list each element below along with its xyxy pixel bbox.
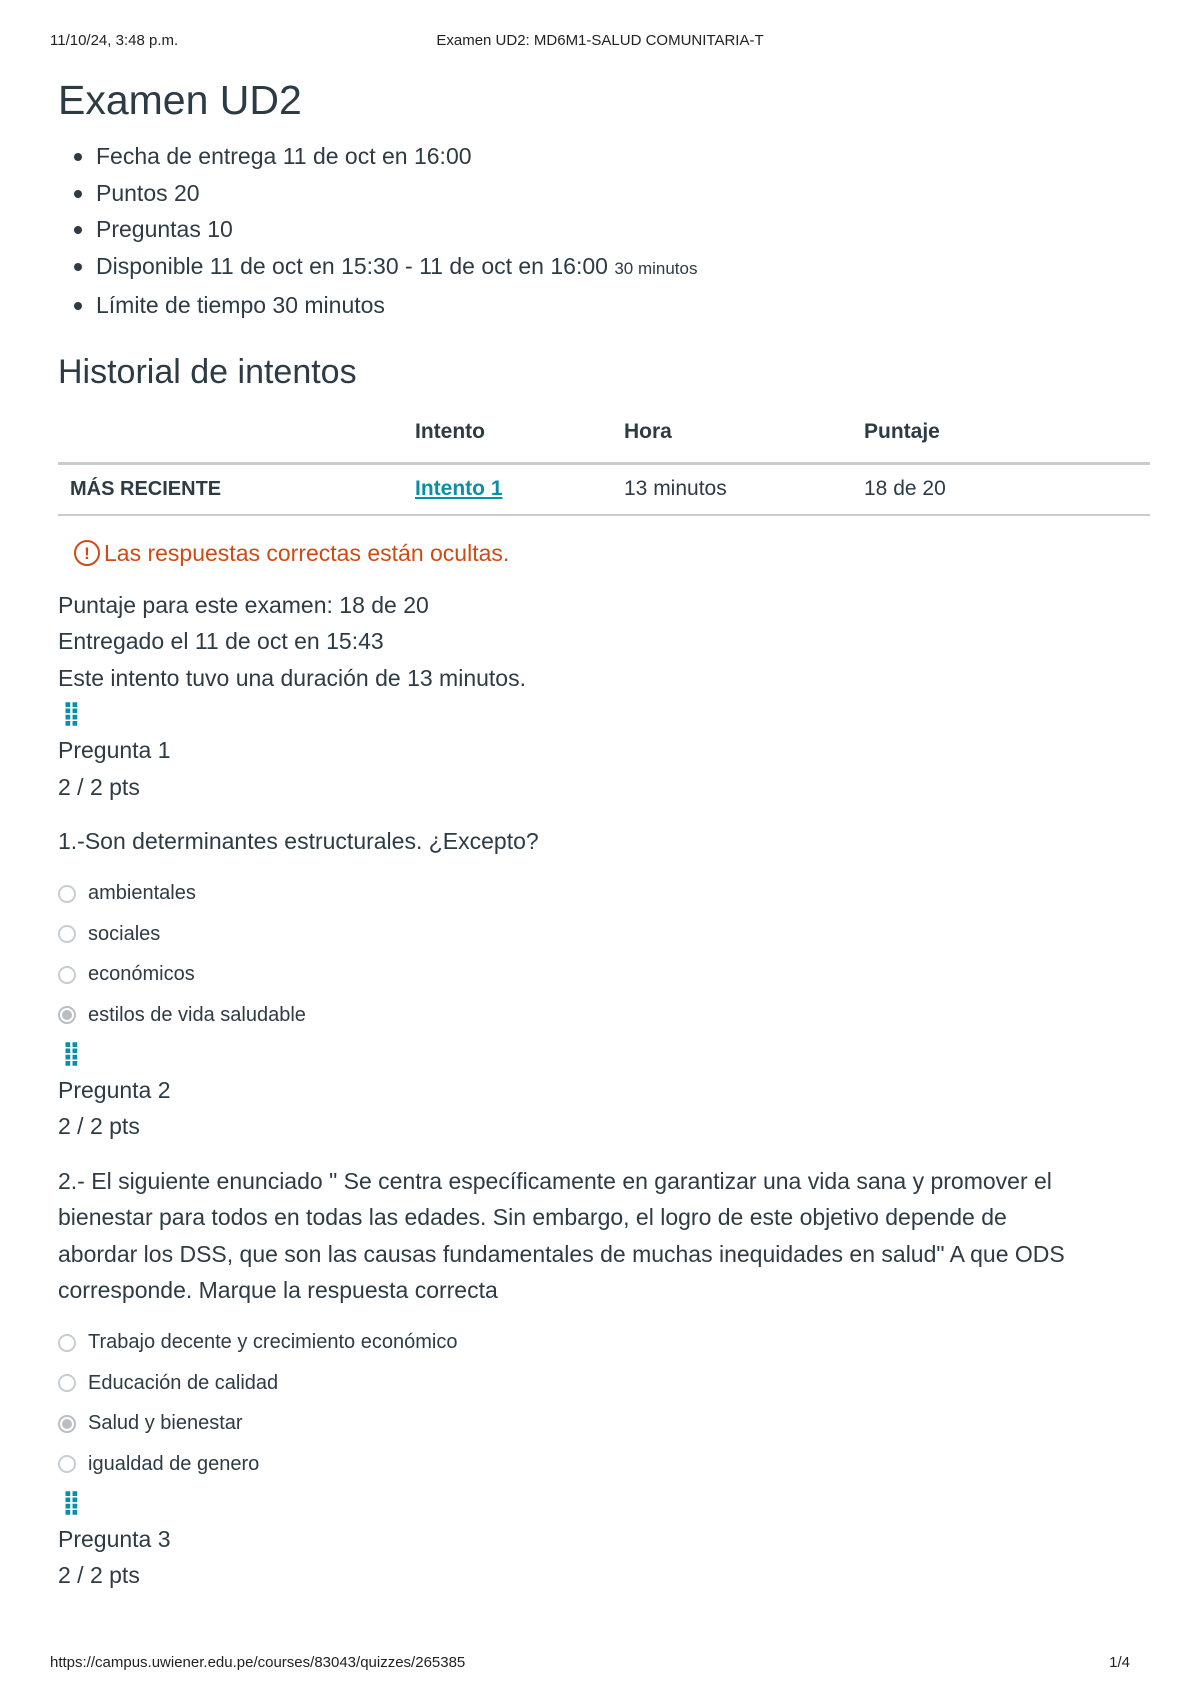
- detail-points: Puntos 20: [96, 175, 1150, 212]
- question-3: [58, 1485, 1150, 1594]
- question-title: Pregunta 3: [58, 1525, 171, 1552]
- column-header-empty: [58, 420, 415, 464]
- drag-handle-icon: ⣿: [62, 700, 79, 727]
- score-summary: Puntaje para este examen: 18 de 20: [58, 591, 429, 618]
- answer-list: [58, 874, 1150, 1036]
- radio-button[interactable]: [58, 1374, 76, 1392]
- table-row: [58, 463, 1150, 515]
- answer-option: igualdad de genero: [58, 1444, 1150, 1485]
- time-cell: 13 minutos: [624, 463, 864, 515]
- question-points: 2 / 2 pts: [58, 1562, 140, 1588]
- submitted-summary: Entregado el 11 de oct en 15:43: [58, 628, 384, 654]
- table-header-row: [58, 420, 1150, 464]
- answer-option: Trabajo decente y crecimiento económico: [58, 1323, 1150, 1364]
- question-title: Pregunta 1: [58, 737, 171, 763]
- drag-handle-icon: ⣿: [62, 1488, 79, 1516]
- radio-button-selected[interactable]: [58, 1006, 76, 1024]
- attempt-summary: [58, 587, 1150, 697]
- attempt-history-table: [58, 420, 1150, 516]
- question-points: 2 / 2 pts: [58, 773, 140, 800]
- row-label: MÁS RECIENTE: [58, 463, 415, 515]
- page-number: 1/4: [1109, 1654, 1130, 1671]
- answer-option: ambientales: [58, 874, 1150, 915]
- question-title: Pregunta 2: [58, 1076, 171, 1103]
- answer-list: [58, 1323, 1150, 1485]
- radio-button[interactable]: [58, 925, 76, 943]
- radio-button[interactable]: [58, 1334, 76, 1352]
- answer-option: sociales: [58, 914, 1150, 955]
- radio-button-selected[interactable]: [58, 1415, 76, 1433]
- radio-button[interactable]: [58, 885, 76, 903]
- quiz-details: [58, 138, 1150, 324]
- history-heading: Historial de intentos: [58, 352, 357, 391]
- print-header: [50, 32, 1150, 52]
- answer-option-selected: estilos de vida saludable: [58, 995, 1150, 1036]
- detail-time-limit: Límite de tiempo 30 minutos: [96, 287, 1150, 324]
- question-text: 2.- El siguiente enunciado " Se centra específicamente en garantizar una vida sana y promover el bienestar para todos en todas las edades. Sin embargo, el logro de este objetivo depende de abordar los DSS, que son las causas fundamentales de muchas inequidades en salud" A que ODS corresponde. Marque la respuesta correcta: [58, 1167, 1065, 1303]
- print-footer: [50, 1654, 1150, 1674]
- detail-due-date: Fecha de entrega 11 de oct en 16:00: [96, 138, 1150, 175]
- print-doc-title: Examen UD2: MD6M1-SALUD COMUNITARIA-T: [436, 32, 764, 49]
- quiz-content: [58, 70, 1150, 1594]
- answer-option: Educación de calidad: [58, 1363, 1150, 1404]
- question-text: 1.-Son determinantes estructurales. ¿Excepto?: [58, 828, 539, 854]
- radio-button[interactable]: [58, 966, 76, 984]
- hidden-answers-warning: [74, 540, 1150, 567]
- column-header-score: Puntaje: [864, 420, 1150, 464]
- answer-option-selected: Salud y bienestar: [58, 1404, 1150, 1445]
- attempt-link[interactable]: Intento 1: [415, 477, 503, 500]
- warning-text: Las respuestas correctas están ocultas.: [104, 539, 510, 566]
- question-points: 2 / 2 pts: [58, 1113, 140, 1139]
- detail-questions: Preguntas 10: [96, 211, 1150, 248]
- radio-button[interactable]: [58, 1455, 76, 1473]
- duration-summary: Este intento tuvo una duración de 13 minutos.: [58, 664, 526, 691]
- page-title: Examen UD2: [58, 77, 302, 123]
- question-2: [58, 1036, 1150, 1485]
- print-url: https://campus.uwiener.edu.pe/courses/83043/quizzes/265385: [50, 1654, 466, 1671]
- attempt-cell: [415, 463, 624, 515]
- question-1: [58, 696, 1150, 1036]
- answer-option: económicos: [58, 955, 1150, 996]
- print-datetime: 11/10/24, 3:48 p.m.: [50, 32, 179, 49]
- column-header-time: Hora: [624, 420, 864, 464]
- drag-handle-icon: ⣿: [62, 1039, 79, 1067]
- alert-circle-icon: !: [74, 540, 100, 566]
- detail-available: Disponible 11 de oct en 15:30 - 11 de oct en 16:00 30 minutos: [96, 248, 1150, 288]
- column-header-attempt: Intento: [415, 420, 624, 464]
- score-cell: 18 de 20: [864, 463, 1150, 515]
